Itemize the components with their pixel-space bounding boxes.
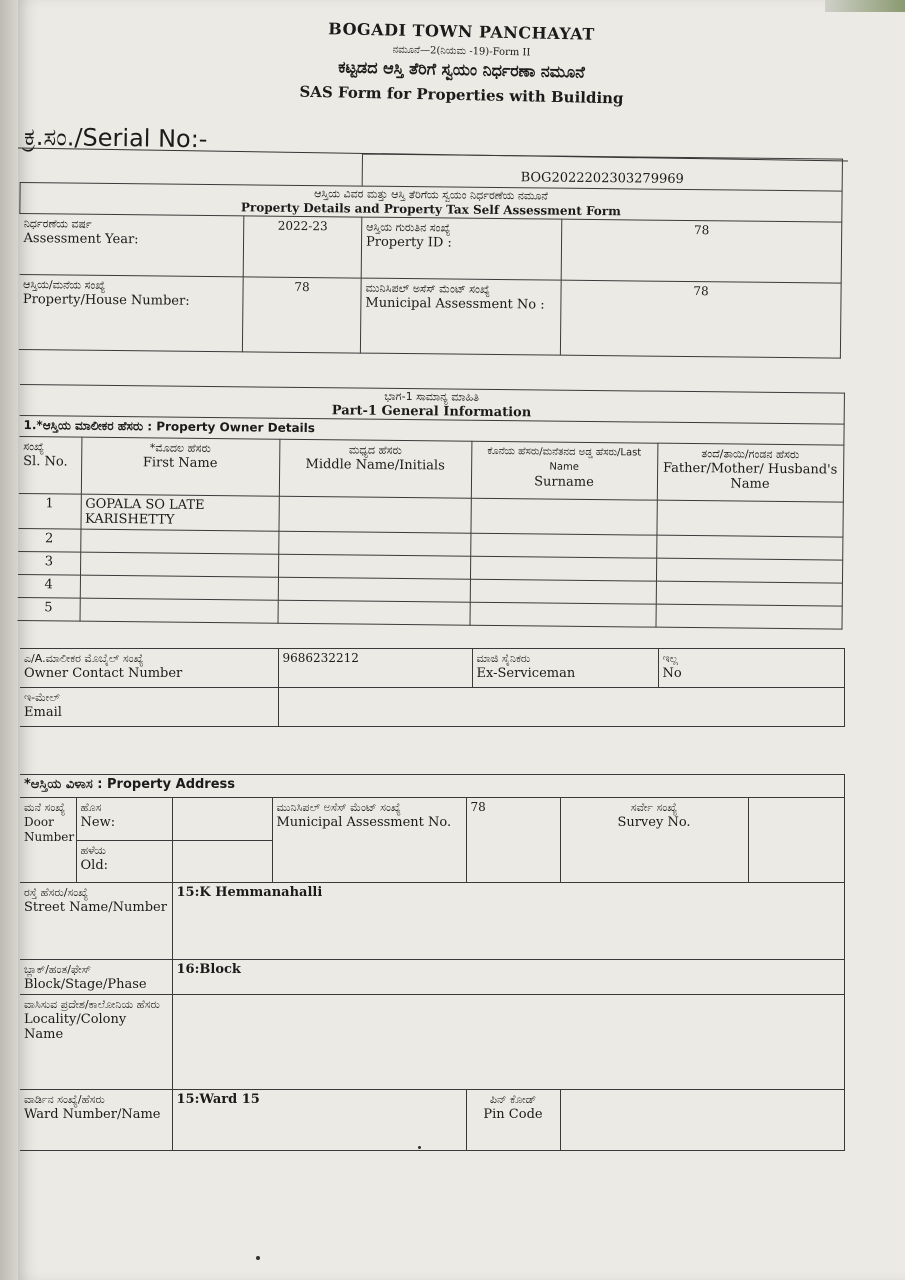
mobile-label: Owner Contact Number xyxy=(24,666,183,681)
serial-label: ಕ್ರ.ಸಂ./Serial No:- xyxy=(23,122,208,154)
row-middle-name xyxy=(278,600,470,625)
panchayat-name: BOGADI TOWN PANCHAYAT xyxy=(328,19,595,44)
col-slno-kannada: ಸಂಖ್ಯೆ xyxy=(23,440,45,454)
property-id-value: 78 xyxy=(693,223,710,238)
serial-number: BOG2022202303279969 xyxy=(362,154,842,191)
col-last-name: Surname xyxy=(534,474,594,491)
street-label-kannada: ರಸ್ತೆ ಹೆಸರು/ಸಂಖ್ಯೆ xyxy=(24,886,89,899)
row-father-name xyxy=(656,500,842,537)
form-page xyxy=(18,0,905,1280)
col-middle-name: Middle Name/Initials xyxy=(305,456,445,474)
col-slno: Sl. No. xyxy=(23,454,68,470)
row-last-name xyxy=(470,579,656,604)
ward-label: Ward Number/Name xyxy=(24,1107,161,1122)
property-id-label-kannada: ಆಸ್ತಿಯ ಗುರುತಿನ ಸಂಖ್ಯೆ xyxy=(366,220,451,235)
door-label: Door Number xyxy=(24,815,75,844)
form-title-kannada: ಕಟ್ಟಡದ ಆಸ್ತಿ ತೆರಿಗೆ ಸ್ವಯಂ ನಿರ್ಧರಣಾ ನಮೂನೆ xyxy=(338,57,585,82)
municipal-assessment-label-kannada: ಮುನಿಸಿಪಲ್ ಅಸೆಸ್ ಮೆಂಟ್ ಸಂಖ್ಯೆ xyxy=(365,281,490,296)
ink-speck xyxy=(256,1256,260,1260)
assessment-year-value: 2022-23 xyxy=(277,218,328,234)
row-middle-name xyxy=(278,496,470,533)
row-last-name xyxy=(470,533,656,558)
col-last-name-kannada: ಕೊನೆಯ ಹೆಸರು/ಮನೆತನದ ಅಡ್ಡ ಹೆಸರು/Last Name xyxy=(487,445,642,473)
email-label: Email xyxy=(24,705,62,720)
property-details-heading-kannada: ಆಸ್ತಿಯ ವಿವರ ಮತ್ತು ಆಸ್ತಿ ತೆರಿಗೆಯ ಸ್ವಯಂ ನಿರ್ಧರಣೆಯ ನಮೂನೆ xyxy=(314,187,548,203)
ink-speck xyxy=(418,1146,421,1149)
locality-label-kannada: ವಾಸಿಸುವ ಪ್ರದೇಶ/ಕಾಲೋನಿಯ ಹೆಸರು xyxy=(24,998,160,1011)
col-first-name: First Name xyxy=(142,455,218,472)
owner-details-table xyxy=(18,384,845,630)
survey-label-kannada: ಸರ್ವೇ ಸಂಖ್ಯೆ xyxy=(630,801,678,814)
row-first-name xyxy=(80,529,278,554)
house-number-value: 78 xyxy=(294,279,310,295)
col-middle-name-kannada: ಮಧ್ಯದ ಹೆಸರು xyxy=(348,443,402,458)
row-first-name xyxy=(80,552,278,577)
row-father-name xyxy=(656,535,842,560)
row-middle-name xyxy=(278,531,470,556)
survey-label: Survey No. xyxy=(617,815,691,830)
municipal-assessment-label: Municipal Assessment No : xyxy=(365,295,545,313)
col-first-name-kannada: *ಮೊದಲ ಹೆಸರು xyxy=(149,441,211,456)
mobile-label-kannada: ಎ/A.ಮಾಲೀಕರ ಮೊಬೈಲ್ ಸಂಖ್ಯೆ xyxy=(24,652,144,665)
address-title: *ಆಸ್ತಿಯ ವಿಳಾಸ : Property Address xyxy=(20,775,844,798)
form-title-english: SAS Form for Properties with Building xyxy=(299,82,624,108)
street-value: 15:K Hemmanahalli xyxy=(176,885,323,900)
mobile-value: 9686232212 xyxy=(282,651,359,665)
pin-code-label: Pin Code xyxy=(483,1107,543,1122)
address-municipal-label-kannada: ಮುನಿಸಿಪಲ್ ಅಸೆಸ್ ಮೆಂಟ್ ಸಂಖ್ಯೆ xyxy=(276,801,401,814)
door-new-label-kannada: ಹೊಸ xyxy=(80,801,102,814)
house-number-label: Property/House Number: xyxy=(22,292,190,309)
row-sl: 5 xyxy=(18,597,80,621)
part1-heading: Part-1 General Information xyxy=(331,403,532,421)
address-table xyxy=(20,774,845,1151)
ex-serviceman-value: No xyxy=(662,666,682,681)
ex-serviceman-value-kannada: ಇಲ್ಲ xyxy=(662,652,679,665)
email-value xyxy=(278,688,844,727)
assessment-year-label: Assessment Year: xyxy=(23,231,139,248)
row-sl: 3 xyxy=(18,551,80,575)
row-last-name xyxy=(470,556,656,581)
background-corner xyxy=(825,0,905,12)
row-middle-name xyxy=(278,554,470,579)
locality-label: Locality/Colony Name xyxy=(24,1012,127,1042)
email-label-kannada: ಇ-ಮೇಲ್ xyxy=(24,691,60,704)
row-last-name xyxy=(470,498,656,535)
street-label: Street Name/Number xyxy=(24,900,167,915)
house-number-label-kannada: ಆಸ್ತಿಯ/ಮನೆಯ ಸಂಖ್ಯೆ xyxy=(23,278,106,292)
property-id-label: Property ID : xyxy=(365,234,452,251)
pin-code-label-kannada: ಪಿನ್ ಕೋಡ್ xyxy=(489,1093,537,1106)
part1-heading-kannada: ಭಾಗ-1 ಸಾಮಾನ್ಯ ಮಾಹಿತಿ xyxy=(384,389,480,404)
block-label-kannada: ಬ್ಲಾಕ್/ಹಂತ/ಫೇಸ್ xyxy=(24,963,92,976)
row-middle-name xyxy=(278,577,470,602)
row-sl: 2 xyxy=(18,528,80,552)
ex-serviceman-label-kannada: ಮಾಜಿ ಸೈನಿಕರು xyxy=(476,652,531,665)
row-father-name xyxy=(656,558,842,583)
block-label: Block/Stage/Phase xyxy=(24,977,147,992)
contact-table xyxy=(20,648,845,727)
property-details-table xyxy=(18,150,843,359)
door-old-label-kannada: ಹಳೆಯ xyxy=(80,843,106,857)
property-details-heading: Property Details and Property Tax Self Assessment Form xyxy=(240,200,621,219)
row-sl: 4 xyxy=(18,574,80,598)
address-municipal-value: 78 xyxy=(470,800,486,814)
row-last-name xyxy=(469,602,655,627)
assessment-year-label-kannada: ನಿರ್ಧರಣೆಯ ವರ್ಷ xyxy=(23,217,92,231)
page-edge-shadow xyxy=(0,0,18,1280)
door-new-label: New: xyxy=(80,815,116,830)
address-municipal-label: Municipal Assessment No. xyxy=(276,815,452,830)
door-old-label: Old: xyxy=(80,857,109,873)
col-father-name: Father/Mother/ Husband's Name xyxy=(662,460,838,492)
door-label-kannada: ಮನೆ ಸಂಖ್ಯೆ xyxy=(24,801,66,814)
row-first-name xyxy=(80,598,278,623)
ward-label-kannada: ವಾರ್ಡಿನ ಸಂಖ್ಯೆ/ಹೆಸರು xyxy=(24,1093,105,1106)
col-father-name-kannada: ತಂದೆ/ತಾಯಿ/ಗಂಡನ ಹೆಸರು xyxy=(701,447,800,462)
row-father-name xyxy=(655,604,841,629)
row-first-name: GOPALA SO LATE KARISHETTY xyxy=(80,494,278,531)
row-father-name xyxy=(656,581,842,606)
ward-value: 15:Ward 15 xyxy=(176,1092,260,1107)
row-first-name xyxy=(80,575,278,600)
ex-serviceman-label: Ex-Serviceman xyxy=(476,666,576,681)
row-sl: 1 xyxy=(18,493,80,529)
form-reference: ನಮೂನೆ—2(ನಿಯಮ -19)-Form II xyxy=(392,44,531,59)
municipal-assessment-value: 78 xyxy=(693,284,709,299)
owner-details-title: 1.*ಆಸ್ತಿಯ ಮಾಲೀಕರ ಹೆಸರು : Property Owner Details xyxy=(19,415,843,445)
block-value: 16:Block xyxy=(176,962,241,977)
